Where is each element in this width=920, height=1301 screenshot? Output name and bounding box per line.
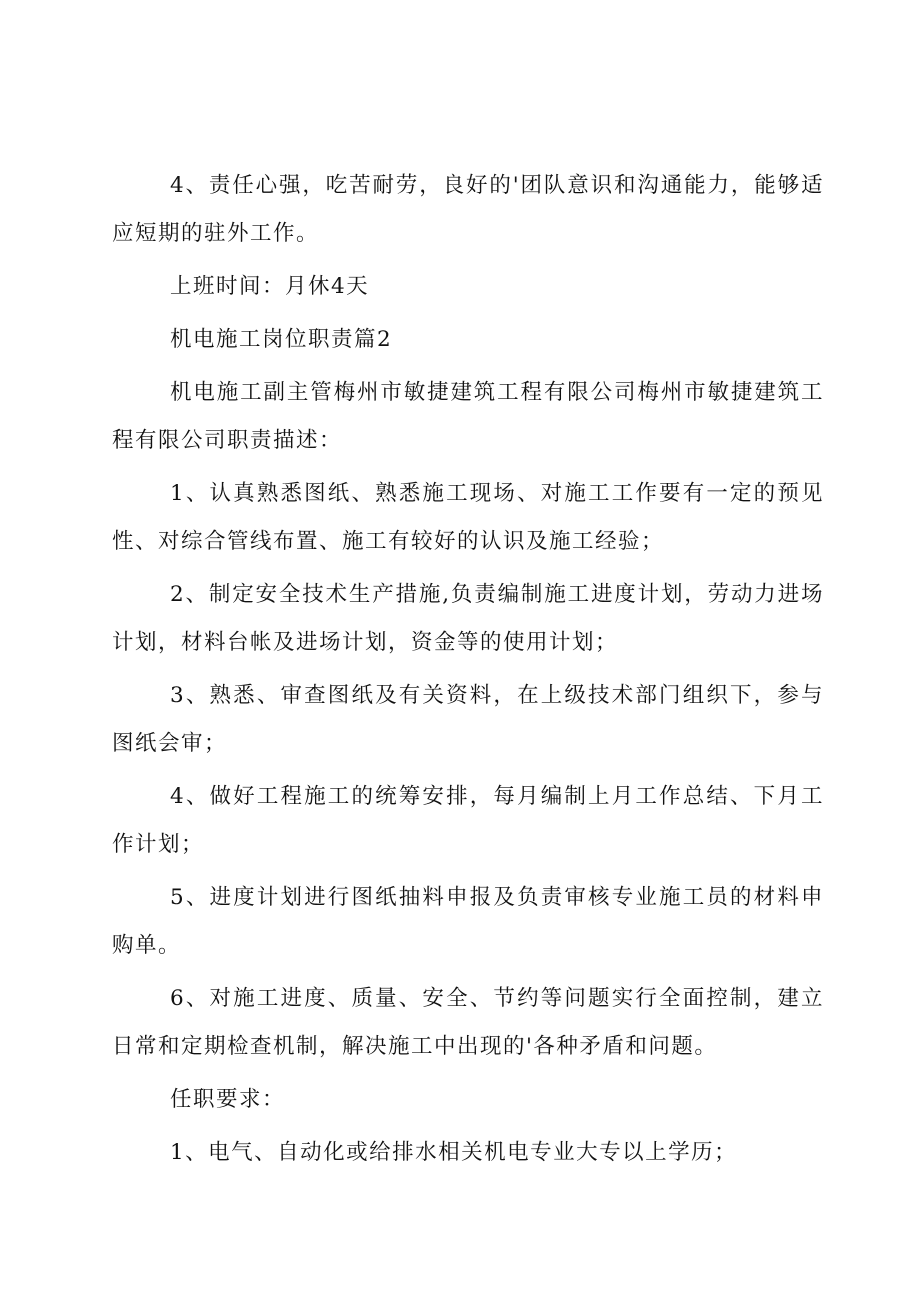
list-item-duty-3: 3、熟悉、审查图纸及有关资料，在上级技术部门组织下，参与图纸会审； [112,683,824,756]
section-heading: 机电施工岗位职责篇2 [170,327,393,352]
paragraph-responsibility-4: 4、责任心强，吃苦耐劳，良好的'团队意识和沟通能力，能够适应短期的驻外工作。 [112,173,824,246]
document-body [112,162,824,1182]
list-item-requirement-1: 1、电气、自动化或给排水相关机电专业大专以上学历； [170,1140,738,1165]
list-item-duty-2: 2、制定安全技术生产措施,负责编制施工进度计划，劳动力进场计划，材料台帐及进场计划，资金等的使用计划； [112,582,824,655]
paragraph-work-hours: 上班时间：月休4天 [170,274,370,299]
paragraph-job-description-intro: 机电施工副主管梅州市敏捷建筑工程有限公司梅州市敏捷建筑工程有限公司职责描述： [112,380,824,453]
list-item-duty-6: 6、对施工进度、质量、安全、节约等问题实行全面控制，建立日常和定期检查机制，解决施工中出现的'各种矛盾和问题。 [112,986,824,1059]
list-item-duty-5: 5、进度计划进行图纸抽料申报及负责审核专业施工员的材料申购单。 [112,885,824,958]
list-item-duty-1: 1、认真熟悉图纸、熟悉施工现场、对施工工作要有一定的预见性、对综合管线布置、施工有较好的认识及施工经验； [112,481,824,554]
requirements-heading: 任职要求： [170,1087,286,1112]
list-item-duty-4: 4、做好工程施工的统筹安排，每月编制上月工作总结、下月工作计划； [112,784,824,857]
